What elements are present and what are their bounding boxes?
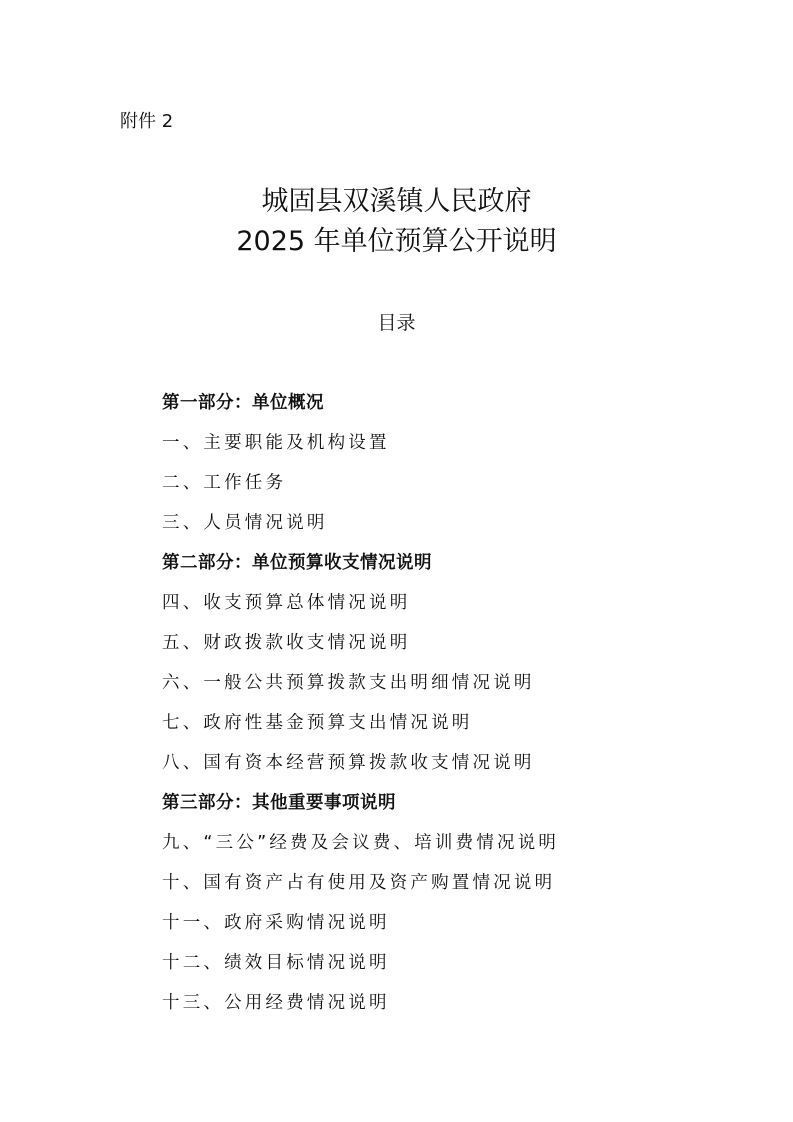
toc-entry: 六、一般公共预算拨款支出明细情况说明 [162,673,535,693]
document-title-line1: 城固县双溪镇人民政府 [261,186,532,217]
toc-entry: 一、主要职能及机构设置 [162,433,390,453]
toc-entry: 四、收支预算总体情况说明 [162,593,411,613]
toc-entry: 十一、政府采购情况说明 [162,913,390,933]
toc-entry: 十、国有资产占有使用及资产购置情况说明 [162,873,556,893]
attachment-label: 附件 2 [120,111,174,132]
toc-part-heading: 第二部分：单位预算收支情况说明 [162,553,432,573]
toc-entry: 十三、公用经费情况说明 [162,993,390,1013]
toc-part-heading: 第三部分：其他重要事项说明 [162,793,396,813]
toc-entry: 八、国有资本经营预算拨款收支情况说明 [162,753,535,773]
document-title-line2: 2025 年单位预算公开说明 [236,226,557,257]
toc-heading: 目录 [377,312,416,334]
table-of-contents [162,383,559,1023]
toc-entry: 七、政府性基金预算支出情况说明 [162,713,473,733]
toc-entry: 五、财政拨款收支情况说明 [162,633,411,653]
toc-entry: 九、“三公”经费及会议费、培训费情况说明 [162,833,560,853]
toc-part-heading: 第一部分：单位概况 [162,393,324,413]
toc-entry: 二、工作任务 [162,473,287,493]
toc-entry: 三、人员情况说明 [162,513,328,533]
toc-entry: 十二、绩效目标情况说明 [162,953,390,973]
